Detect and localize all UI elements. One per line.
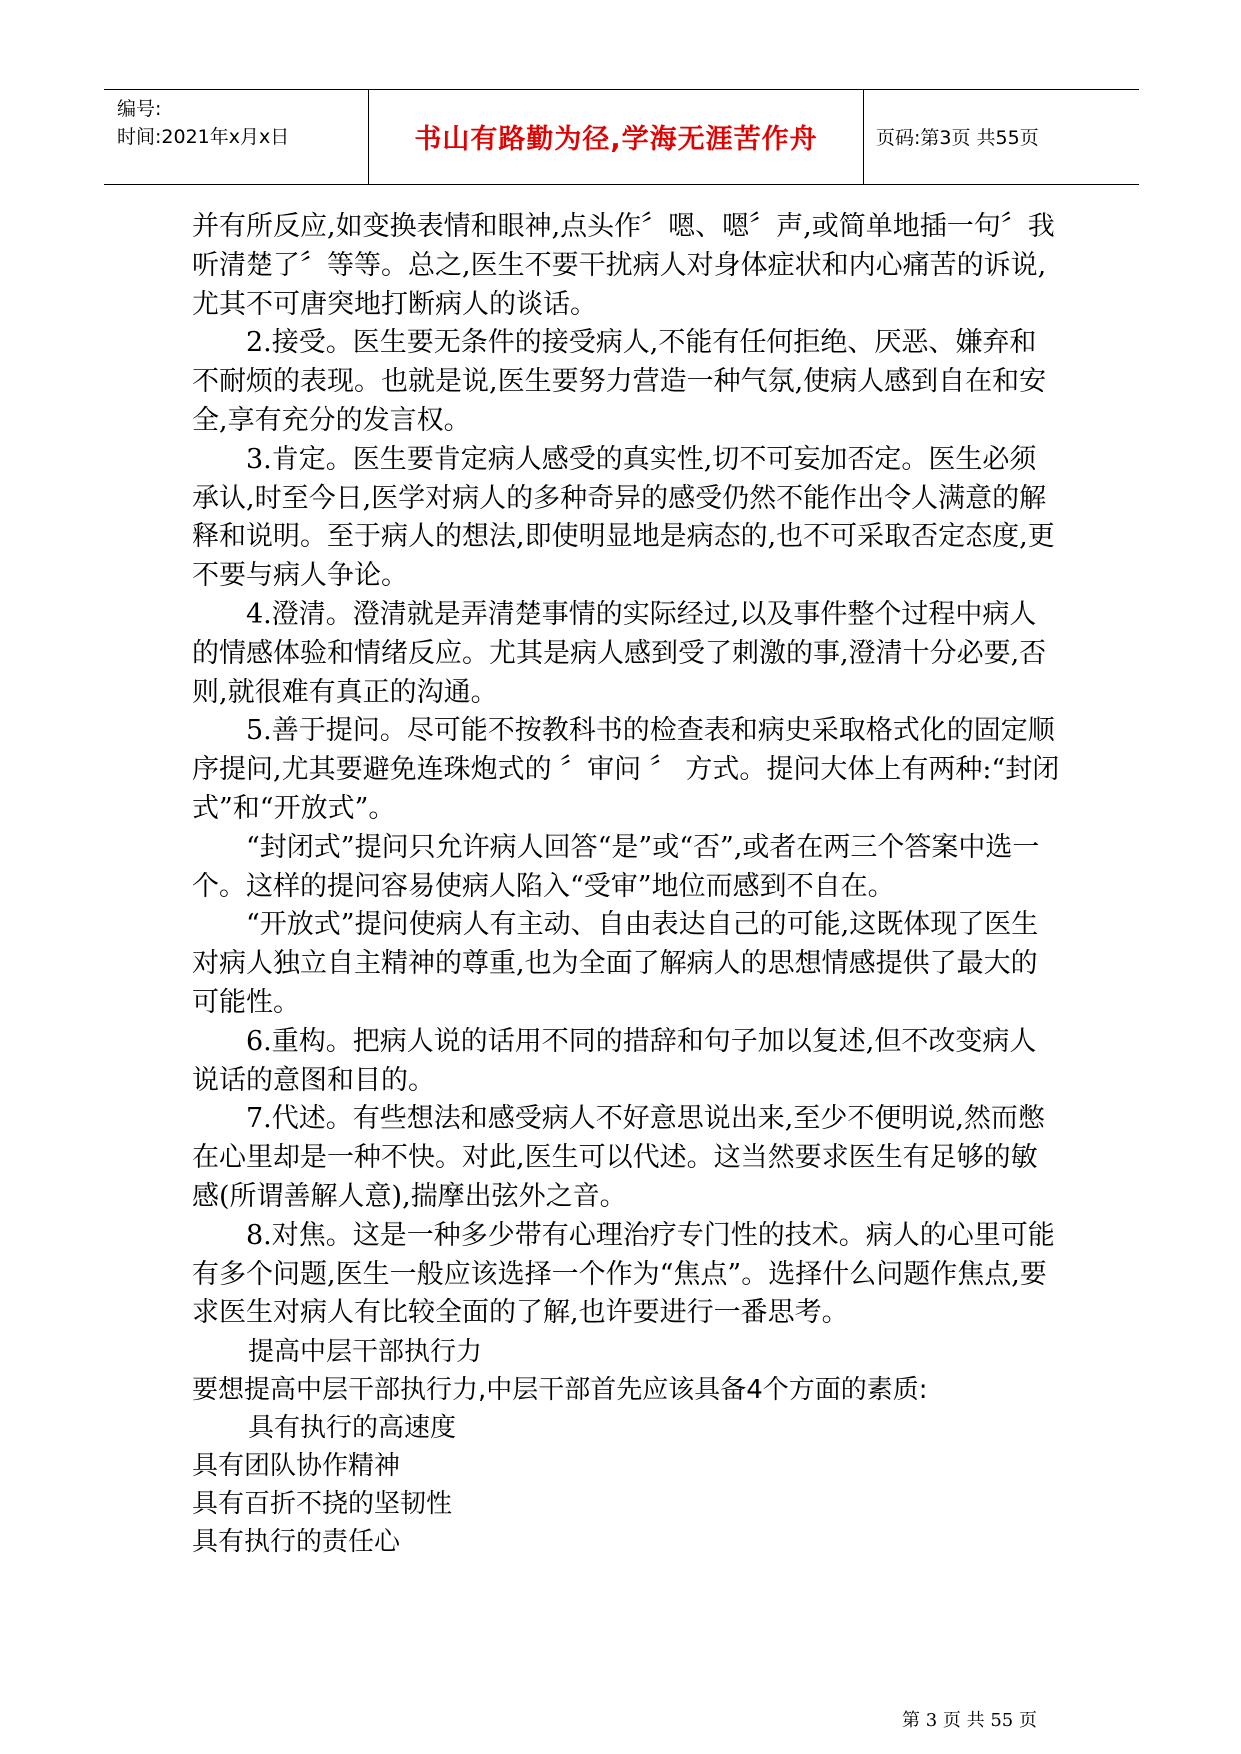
paragraph: 8.对焦。这是一种多少带有心理治疗专门性的技术。病人的心里可能有多个问题,医生一般应该选择一个作为“焦点”。选择什么问题作焦点,要求医生对病人有比较全面的了解,也许要进行一番思考。 (192, 1219, 1055, 1329)
list-item: 具有团队协作精神 (192, 1451, 401, 1482)
header-page-cell (864, 90, 1139, 184)
document-body (192, 208, 1062, 1561)
section-intro: 要想提高中层干部执行力,中层干部首先应该具备4个方面的素质: (192, 1375, 928, 1406)
paragraph: 并有所反应,如变换表情和眼神,点头作〞嗯、嗯〞声,或简单地插一句〞我听清楚了〞等等。总之,医生不要干扰病人对身体症状和内心痛苦的诉说,尤其不可唐突地打断病人的谈话。 (192, 211, 1055, 320)
page-footer: 第 3 页 共 55 页 (902, 1710, 1037, 1731)
paragraph: 4.澄清。澄清就是弄清楚事情的实际经过,以及事件整个过程中病人的情感体验和情绪反应。尤其是病人感到受了刺激的事,澄清十分必要,否则,就很难有真正的沟通。 (192, 598, 1047, 708)
paragraph: “封闭式”提问只允许病人回答“是”或“否”,或者在两三个答案中选一个。这样的提问容易使病人陷入“受审”地位而感到不自在。 (192, 831, 1040, 902)
page-code: 页码:第3页 共55页 (876, 127, 1039, 149)
paragraph: 6.重构。把病人说的话用不同的措辞和句子加以复述,但不改变病人说话的意图和目的。 (192, 1025, 1037, 1096)
paragraph: 5.善于提问。尽可能不按教科书的检查表和病史采取格式化的固定顺序提问,尤其要避免连珠炮式的 〞审问 〞 方式。提问大体上有两种:“封闭式”和“开放式”。 (192, 715, 1060, 824)
time-label: 时间:2021年x月x日 (117, 126, 290, 148)
header-meta-cell (104, 90, 369, 184)
number-label: 编号: (117, 98, 162, 120)
page-header (104, 89, 1139, 185)
list-item: 具有执行的高速度 (248, 1413, 457, 1444)
paragraph: 7.代述。有些想法和感受病人不好意思说出来,至少不便明说,然而憋在心里却是一种不快。对此,医生可以代述。这当然要求医生有足够的敏感(所谓善解人意),揣摩出弦外之音。 (192, 1103, 1045, 1212)
section-title: 提高中层干部执行力 (248, 1337, 483, 1368)
paragraph: 3.肯定。医生要肯定病人感受的真实性,切不可妄加否定。医生必须承认,时至今日,医学对病人的多种奇异的感受仍然不能作出令人满意的解释和说明。至于病人的想法,即使明显地是病态的,也不可采取否定态度,更不要与病人争论。 (192, 443, 1055, 592)
header-motto-cell (369, 90, 864, 184)
paragraph: “开放式”提问使病人有主动、自由表达自己的可能,这既体现了医生对病人独立自主精神的尊重,也为全面了解病人的思想情感提供了最大的可能性。 (192, 909, 1039, 1018)
list-item: 具有百折不挠的坚韧性 (192, 1489, 453, 1520)
paragraph: 2.接受。医生要无条件的接受病人,不能有任何拒绝、厌恶、嫌弃和不耐烦的表现。也就是说,医生要努力营造一种气氛,使病人感到自在和安全,享有充分的发言权。 (192, 327, 1047, 436)
list-item: 具有执行的责任心 (192, 1527, 401, 1558)
motto-text: 书山有路勤为径,学海无涯苦作舟 (414, 124, 818, 155)
